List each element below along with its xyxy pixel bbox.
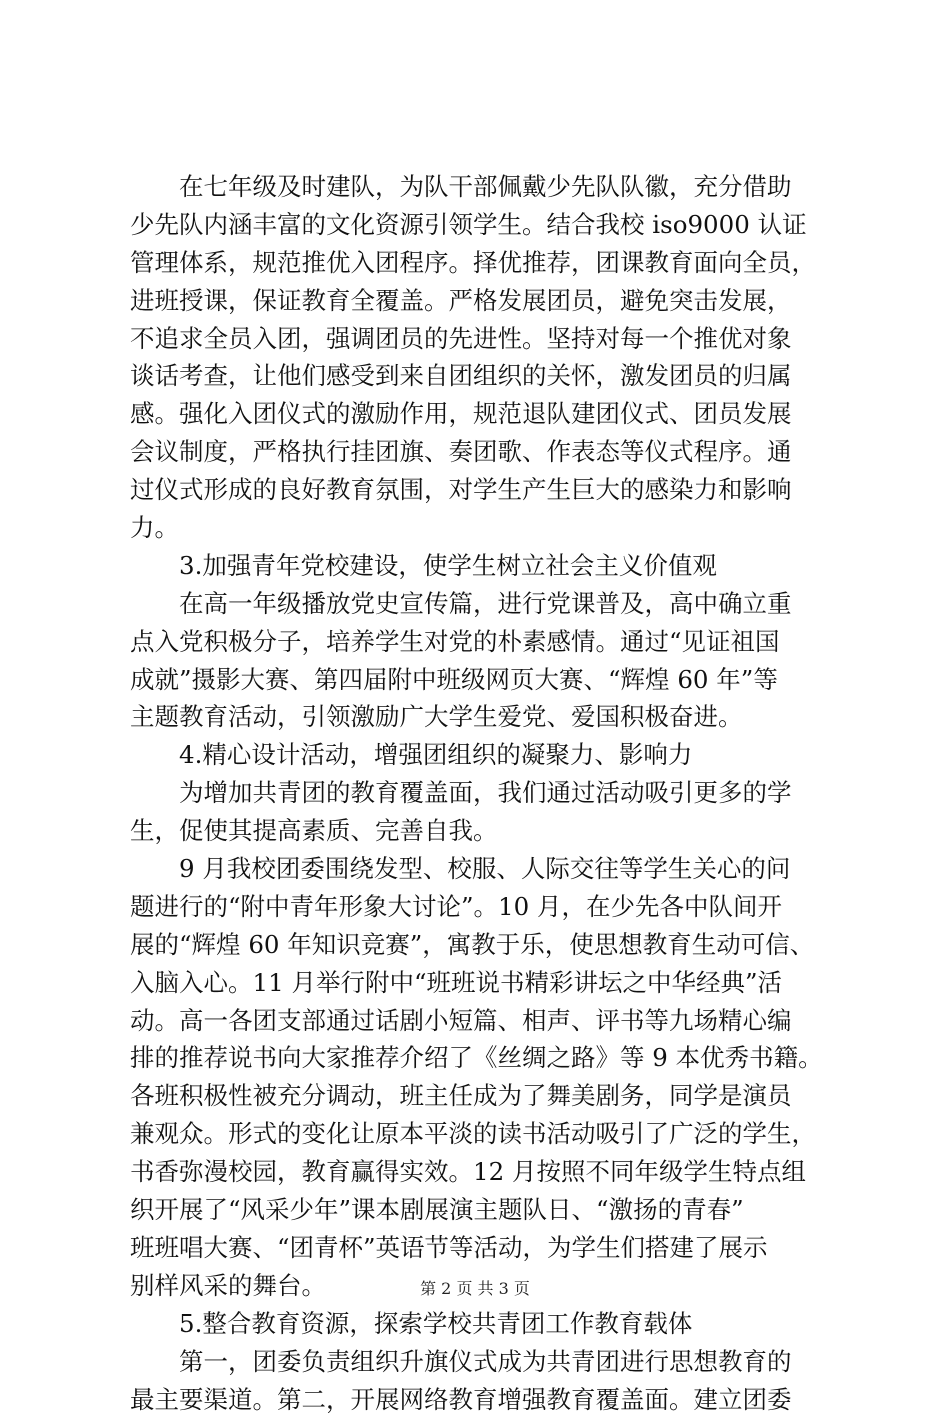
page-footer: 第 2 页 共 3 页 bbox=[0, 1279, 950, 1299]
text-line: 生，促使其提高素质、完善自我。 bbox=[130, 812, 830, 850]
text-line: 少先队内涵丰富的文化资源引领学生。结合我校 iso9000 认证 bbox=[130, 206, 830, 244]
section-heading-5: 5.整合教育资源，探索学校共青团工作教育载体 bbox=[130, 1305, 830, 1343]
text-line: 书香弥漫校园，教育赢得实效。12 月按照不同年级学生特点组 bbox=[130, 1153, 830, 1191]
text-line: 织开展了“风采少年”课本剧展演主题队日、“激扬的青春” bbox=[130, 1191, 830, 1229]
text-line: 管理体系，规范推优入团程序。择优推荐，团课教育面向全员， bbox=[130, 244, 830, 282]
text-line: 在七年级及时建队，为队干部佩戴少先队队徽，充分借助 bbox=[130, 168, 830, 206]
text-line: 感。强化入团仪式的激励作用，规范退队建团仪式、团员发展 bbox=[130, 395, 830, 433]
text-line: 9 月我校团委围绕发型、校服、人际交往等学生关心的问 bbox=[130, 850, 830, 888]
text-line: 主题教育活动，引领激励广大学生爱党、爱国积极奋进。 bbox=[130, 698, 830, 736]
text-line: 题进行的“附中青年形象大讨论”。10 月，在少先各中队间开 bbox=[130, 888, 830, 926]
text-line: 别样风采的舞台。 bbox=[130, 1267, 830, 1305]
text-line: 点入党积极分子，培养学生对党的朴素感情。通过“见证祖国 bbox=[130, 623, 830, 661]
text-line: 不追求全员入团，强调团员的先进性。坚持对每一个推优对象 bbox=[130, 320, 830, 358]
text-line: 入脑入心。11 月举行附中“班班说书精彩讲坛之中华经典”活 bbox=[130, 964, 830, 1002]
text-line: 为增加共青团的教育覆盖面，我们通过活动吸引更多的学 bbox=[130, 774, 830, 812]
section-heading-3: 3.加强青年党校建设，使学生树立社会主义价值观 bbox=[130, 547, 830, 585]
text-line: 过仪式形成的良好教育氛围，对学生产生巨大的感染力和影响 bbox=[130, 471, 830, 509]
text-line: 成就”摄影大赛、第四届附中班级网页大赛、“辉煌 60 年”等 bbox=[130, 661, 830, 699]
text-line: 谈话考查，让他们感受到来自团组织的关怀，激发团员的归属 bbox=[130, 357, 830, 395]
text-line: 力。 bbox=[130, 509, 830, 547]
text-line: 兼观众。形式的变化让原本平淡的读书活动吸引了广泛的学生， bbox=[130, 1115, 830, 1153]
text-line: 第一，团委负责组织升旗仪式成为共青团进行思想教育的 bbox=[130, 1343, 830, 1381]
text-line: 各班积极性被充分调动，班主任成为了舞美剧务，同学是演员 bbox=[130, 1077, 830, 1115]
text-line: 动。高一各团支部通过话剧小短篇、相声、评书等九场精心编 bbox=[130, 1002, 830, 1040]
text-line: 班班唱大赛、“团青杯”英语节等活动，为学生们搭建了展示 bbox=[130, 1229, 830, 1267]
text-line: 排的推荐说书向大家推荐介绍了《丝绸之路》等 9 本优秀书籍。 bbox=[130, 1039, 830, 1077]
text-line: 会议制度，严格执行挂团旗、奏团歌、作表态等仪式程序。通 bbox=[130, 433, 830, 471]
text-line: 最主要渠道。第二，开展网络教育增强教育覆盖面。建立团委 bbox=[130, 1381, 830, 1418]
text-line: 在高一年级播放党史宣传篇，进行党课普及，高中确立重 bbox=[130, 585, 830, 623]
document-body bbox=[130, 168, 830, 1418]
text-line: 展的“辉煌 60 年知识竞赛”，寓教于乐，使思想教育生动可信、 bbox=[130, 926, 830, 964]
section-heading-4: 4.精心设计活动，增强团组织的凝聚力、影响力 bbox=[130, 736, 830, 774]
text-line: 进班授课，保证教育全覆盖。严格发展团员，避免突击发展， bbox=[130, 282, 830, 320]
